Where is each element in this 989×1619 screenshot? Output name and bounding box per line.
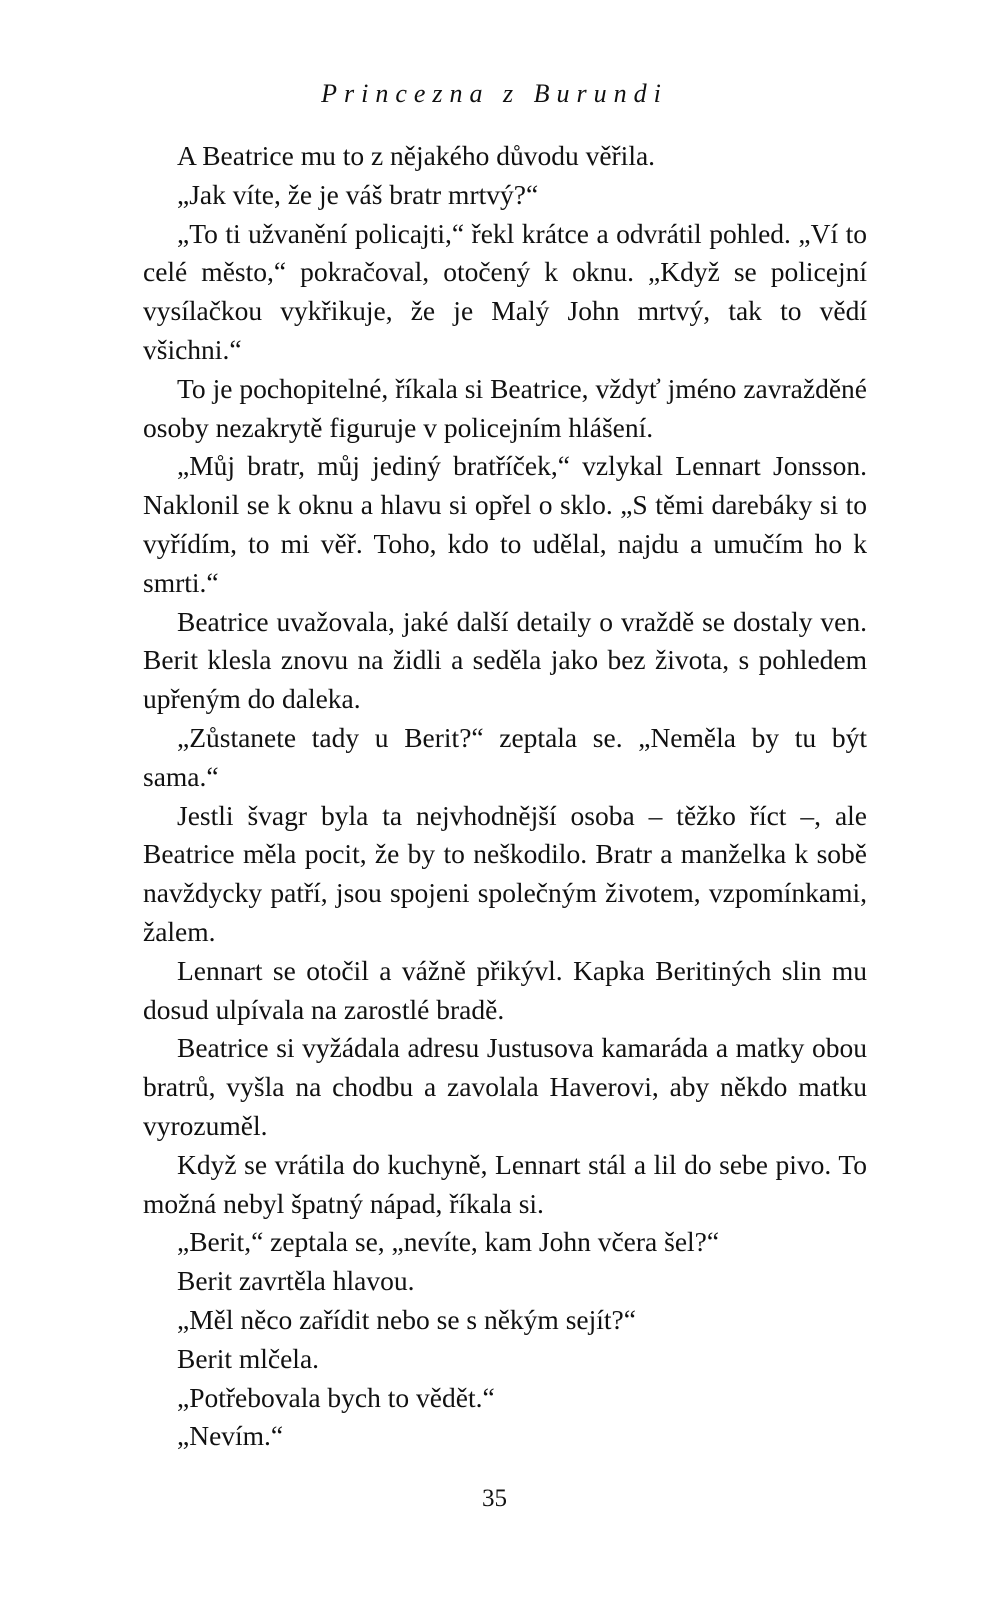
paragraph: Když se vrátila do kuchyně, Lennart stál a lil do sebe pivo. To možná nebyl špatný nápad, říkala si. [143,1148,867,1219]
running-header: Princezna z Burundi [321,79,668,108]
paragraph: „Můj bratr, můj jediný bratříček,“ vzlykal Lennart Jonsson. Naklonil se k oknu a hlavu si opřel o sklo. „S těmi darebáky si to vyřídím, to mi věř. Toho, kdo to udělal, najdu a umučím ho k smrti.“ [143,450,867,598]
paragraph: Lennart se otočil a vážně přikývl. Kapka Beritiných slin mu dosud ulpívala na zarostlé bradě. [143,954,867,1025]
paragraph: „Nevím.“ [177,1420,284,1452]
paragraph: Beatrice uvažovala, jaké další detaily o vraždě se dostaly ven. Berit klesla znovu na židli a seděla jako bez života, s pohledem upřeným do daleka. [143,605,867,715]
paragraph: „To ti užvanění policajti,“ řekl krátce a odvrátil pohled. „Ví to celé město,“ pokračoval, otočený k oknu. „Když se policejní vysílačkou vykřikuje, že je Malý John mrtvý, tak to vědí všichni.“ [143,217,867,365]
paragraph: Berit zavrtěla hlavou. [177,1265,415,1297]
paragraph: „Zůstanete tady u Berit?“ zeptala se. „Neměla by tu být sama.“ [143,721,867,792]
paragraph: „Měl něco zařídit nebo se s někým sejít?“ [177,1303,636,1335]
paragraph: Beatrice si vyžádala adresu Justusova kamaráda a matky obou bratrů, vyšla na chodbu a zavolala Haverovi, aby někdo matku vyrozuměl. [143,1032,867,1141]
paragraph: „Berit,“ zeptala se, „nevíte, kam John včera šel?“ [177,1226,720,1258]
paragraph: To je pochopitelné, říkala si Beatrice, vždyť jméno zavražděné osoby nezakrytě figuruje v policejním hlášení. [143,372,867,443]
paragraph: „Jak víte, že je váš bratr mrtvý?“ [177,178,539,210]
body-text [143,137,867,1456]
page-number: 35 [482,1485,507,1512]
paragraph: Jestli švagr byla ta nejvhodnější osoba – těžko říct –, ale Beatrice měla pocit, že by to neškodilo. Bratr a manželka k sobě navždycky patří, jsou spojeni společným životem, vzpomínkami, žalem. [143,799,867,947]
paragraph: Berit mlčela. [177,1342,320,1374]
paragraph: „Potřebovala bych to vědět.“ [177,1381,495,1413]
paragraph: A Beatrice mu to z nějakého důvodu věřila. [177,140,656,171]
